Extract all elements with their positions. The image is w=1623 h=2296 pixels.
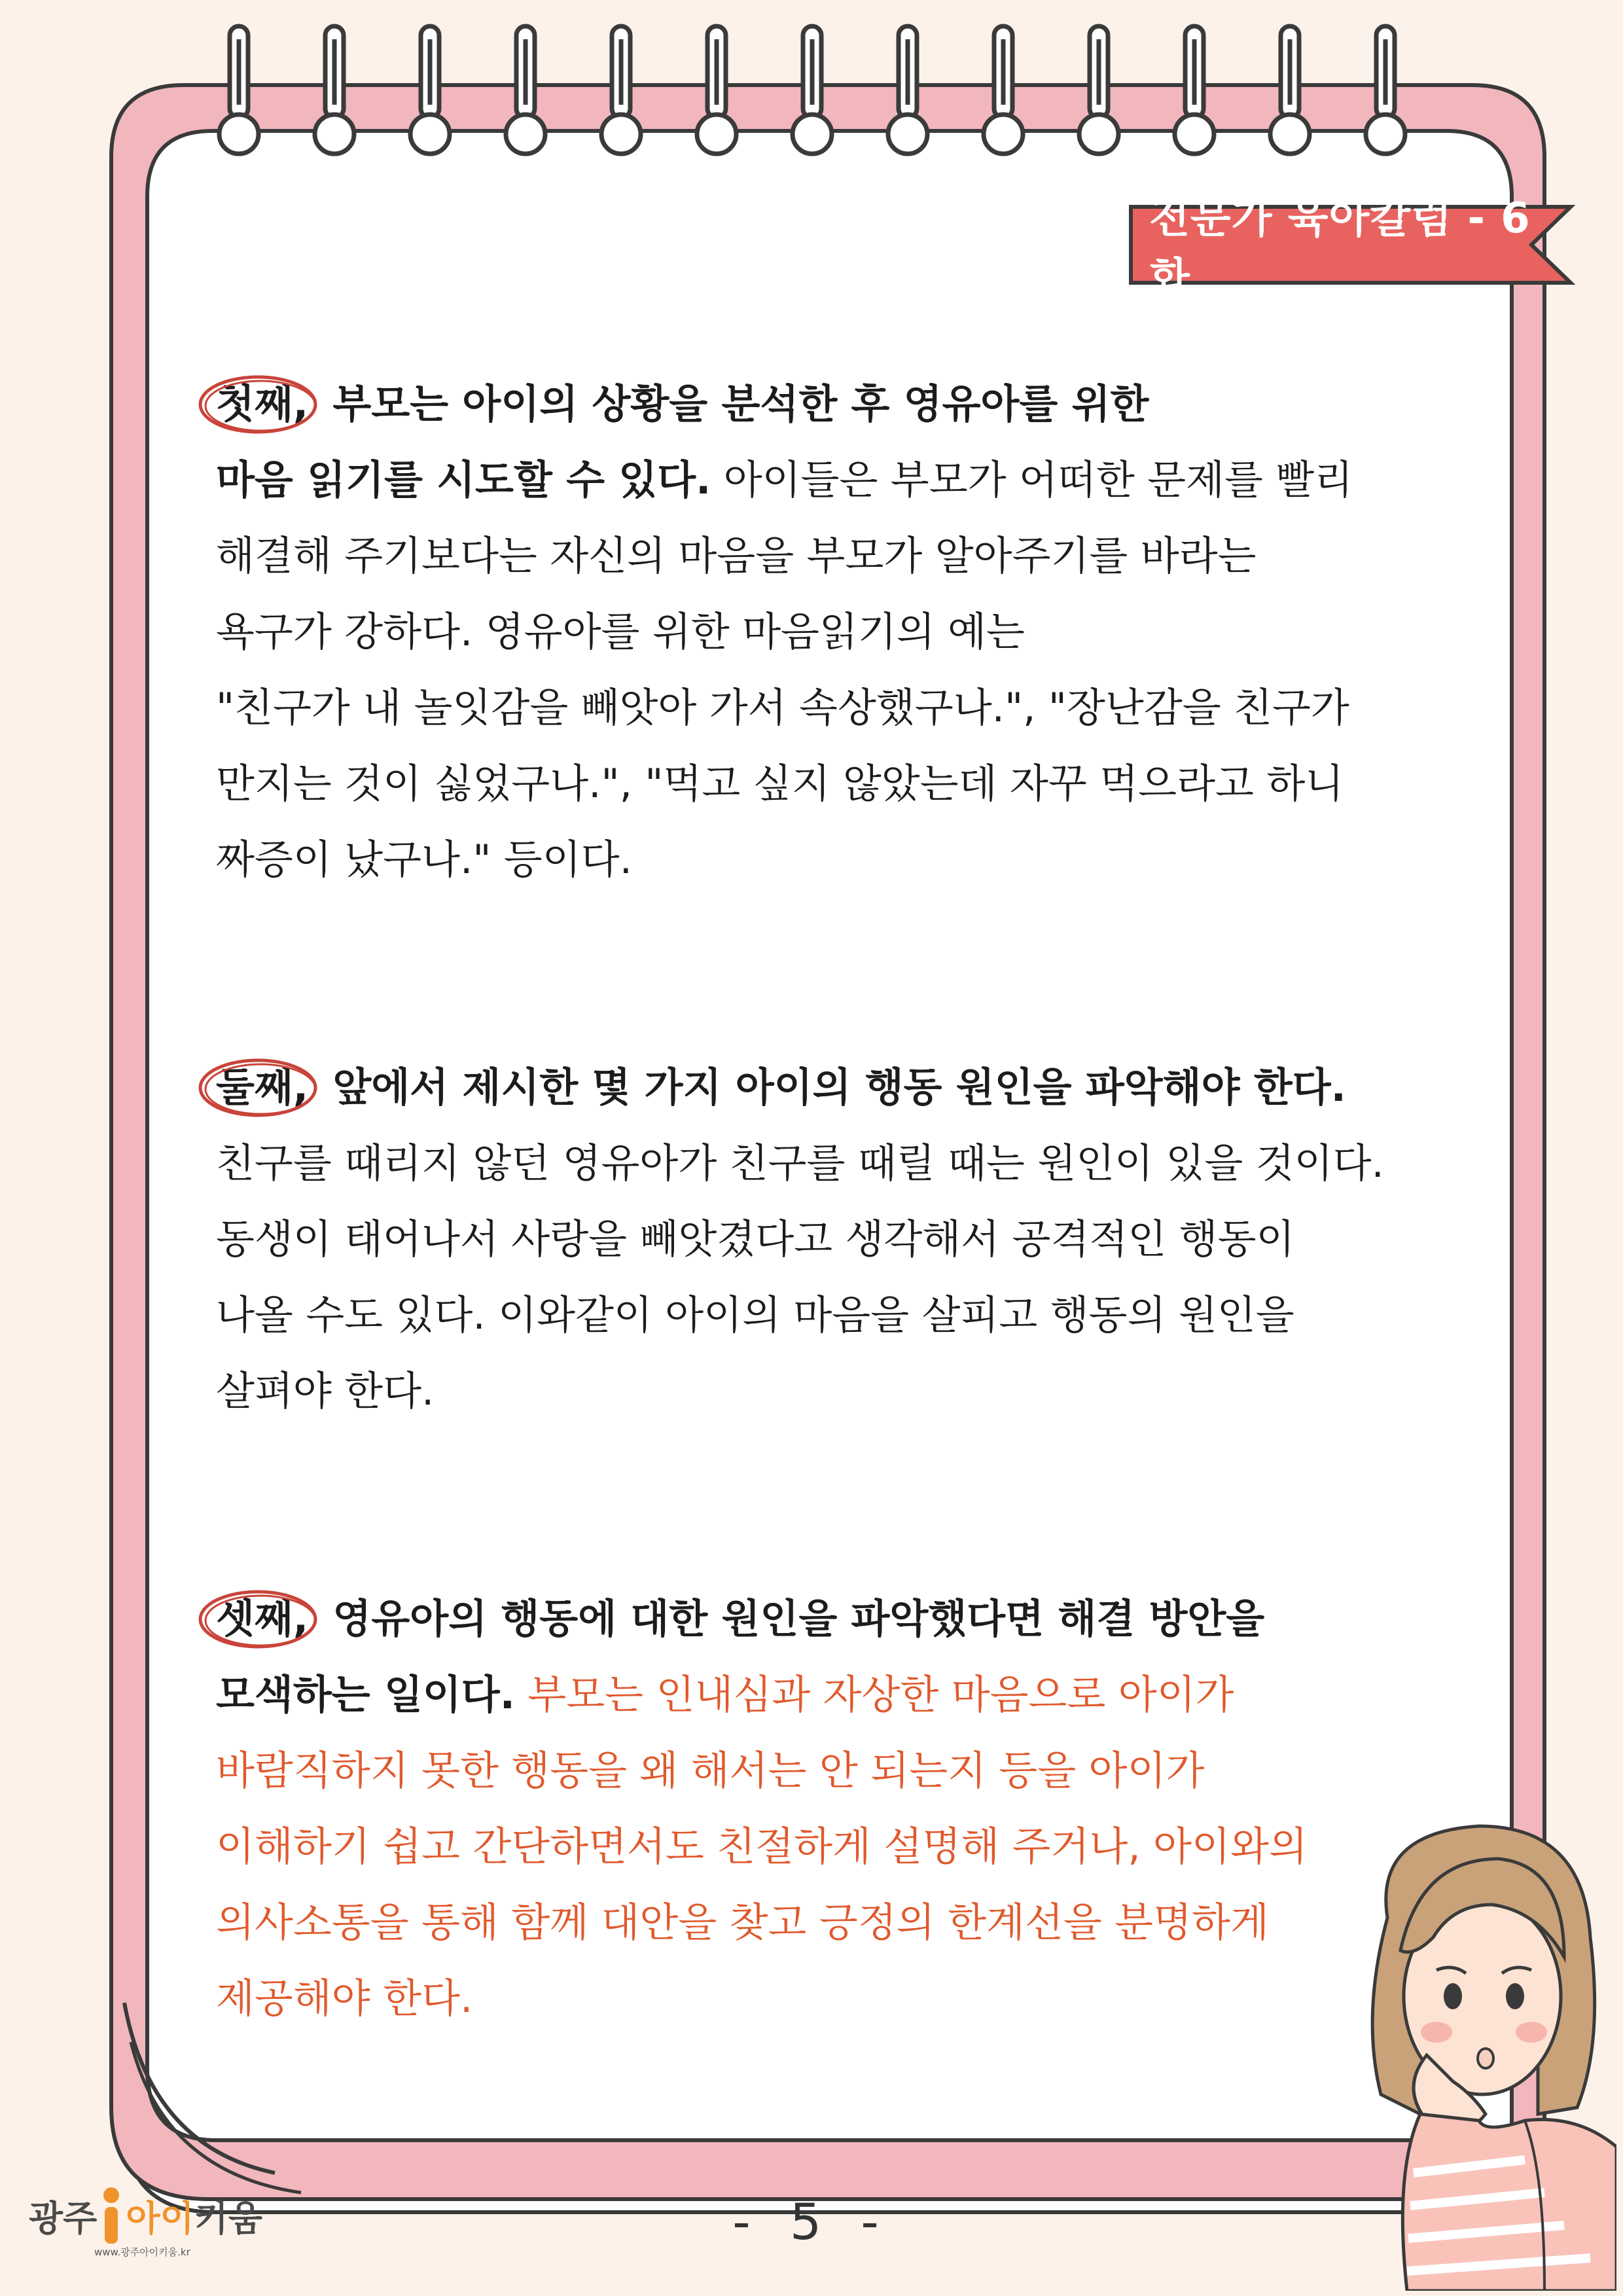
logo-text-right: 키움 (194, 2197, 262, 2239)
spiral-hole (1366, 115, 1405, 154)
section-third (216, 1581, 1472, 2037)
paragraph-line: 마음 읽기를 시도할 수 있다. 아이들은 부모가 어떠한 문제를 빨리 (216, 457, 1353, 503)
logo-person-icon (99, 2186, 123, 2245)
paragraph-line: 제공해야 한다. (216, 1975, 473, 2022)
section-label-third: 셋째, (200, 1581, 320, 1657)
section-label-first: 첫째, (200, 367, 320, 442)
column-badge (1131, 194, 1563, 303)
paragraph-line: "친구가 내 놀잇감을 빼앗아 가서 속상했구나.", "장난감을 친구가 (216, 685, 1349, 731)
page-number: - 5 - (732, 2193, 891, 2251)
paragraph-line: 첫째, 부모는 아이의 상황을 분석한 후 영유아를 위한 (216, 367, 1472, 442)
spiral-hole (315, 115, 354, 154)
paragraph-line: 짜증이 났구나." 등이다. (216, 836, 632, 883)
paragraph-line: 만지는 것이 싫었구나.", "먹고 싶지 않았는데 자꾸 먹으라고 하니 (216, 761, 1344, 807)
spiral-hole (1079, 115, 1118, 154)
spiral-hole (697, 115, 736, 154)
spiral-hole (984, 115, 1023, 154)
paragraph-line: 이해하기 쉽고 간단하면서도 친절하게 설명해 주거나, 아이와의 (216, 1823, 1308, 1870)
spiral-hole (506, 115, 545, 154)
paragraph-line: 의사소통을 통해 함께 대안을 찾고 긍정의 한계선을 분명하게 (216, 1899, 1269, 1946)
paragraph-line: 둘째, 앞에서 제시한 몇 가지 아이의 행동 원인을 파악해야 한다. (216, 1050, 1472, 1126)
spiral-hole (1175, 115, 1214, 154)
paragraph-line: 욕구가 강하다. 영유아를 위한 마음읽기의 예는 (216, 609, 1025, 655)
paragraph-line: 해결해 주기보다는 자신의 마음을 부모가 알아주기를 바라는 (216, 533, 1257, 579)
section-label-second: 둘째, (200, 1050, 320, 1126)
footer-logo (29, 2186, 264, 2278)
article-body (216, 367, 1472, 2037)
section-second (216, 1050, 1472, 1429)
spiral-hole (793, 115, 832, 154)
spiral-hole (888, 115, 927, 154)
paragraph-line: 살펴야 한다. (216, 1368, 435, 1414)
logo-url: www.광주아이키움.kr (94, 2246, 190, 2258)
woman-illustration (1329, 1806, 1616, 2291)
paragraph-line: 나올 수도 있다. 이와같이 아이의 마음을 살피고 행동의 원인을 (216, 1292, 1294, 1338)
spiral-hole (1270, 115, 1310, 154)
paragraph-line: 셋째, 영유아의 행동에 대한 원인을 파악했다면 해결 방안을 (216, 1581, 1472, 1657)
spiral-hole (219, 115, 259, 154)
spiral-hole (410, 115, 450, 154)
spiral-hole (601, 115, 641, 154)
logo-text-left: 광주 (29, 2197, 98, 2239)
paragraph-line: 바람직하지 못한 행동을 왜 해서는 안 되는지 등을 아이가 (216, 1748, 1205, 1794)
paragraph-line: 동생이 태어나서 사랑을 빼앗겼다고 생각해서 공격적인 행동이 (216, 1216, 1295, 1263)
section-first (216, 367, 1472, 898)
badge-label: 전문가 육아칼럼 - 6화 (1149, 194, 1531, 303)
paragraph-line: 모색하는 일이다. 부모는 인내심과 자상한 마음으로 아이가 (216, 1672, 1234, 1718)
paragraph-line: 친구를 때리지 않던 영유아가 친구를 때릴 때는 원인이 있을 것이다. (216, 1140, 1384, 1187)
logo-text-mid: 아이 (126, 2197, 194, 2239)
